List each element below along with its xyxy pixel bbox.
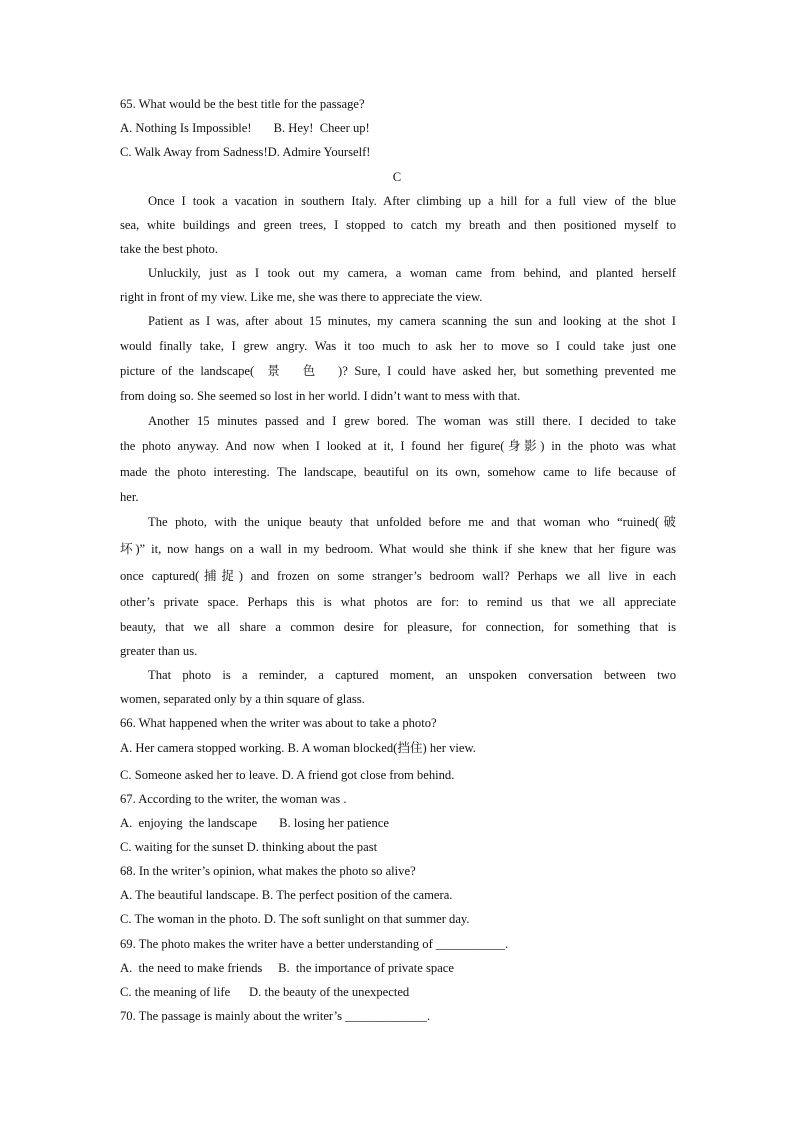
passage-line: Once I took a vacation in southern Italy. After climbing up a hill for a full view of the blue [148, 194, 676, 208]
passage-line: beauty, that we all share a common desire for pleasure, for connection, for something that is [120, 620, 676, 634]
q65-stem: 65. What would be the best title for the passage? [120, 97, 365, 111]
passage-line: picture of the landscape( 景 色 )? Sure, I could have asked her, but something prevented me [120, 364, 676, 378]
q67-stem: 67. According to the writer, the woman was . [120, 792, 347, 806]
passage-line: 坏)” it, now hangs on a wall in my bedroom. What would she think if she knew that her figure was [120, 542, 676, 556]
passage-line: made the photo interesting. The landscape, beautiful on its own, somehow came to life because of [120, 465, 676, 479]
q66-options-ab: A. Her camera stopped working. B. A woman blocked(挡住) her view. [120, 741, 476, 755]
passage-line: other’s private space. Perhaps this is what photos are for: to remind us that we all appreciate [120, 595, 676, 609]
q68-options-cd: C. The woman in the photo. D. The soft sunlight on that summer day. [120, 912, 470, 926]
q69-options-cd: C. the meaning of life D. the beauty of the unexpected [120, 985, 410, 999]
passage-line: Unluckily, just as I took out my camera, a woman came from behind, and planted herself [148, 266, 676, 280]
passage-line: That photo is a reminder, a captured moment, an unspoken conversation between two [148, 668, 676, 682]
passage-line: sea, white buildings and green trees, I stopped to catch my breath and then positioned myself to [120, 218, 676, 232]
q67-options-cd: C. waiting for the sunset D. thinking about the past [120, 840, 378, 854]
q65-options-ab: A. Nothing Is Impossible! B. Hey! Cheer up! [120, 121, 370, 135]
passage-line: would finally take, I grew angry. Was it too much to ask her to move so I could take just one [120, 339, 676, 353]
section-label: C [392, 170, 402, 184]
passage-line: once captured(捕捉) and frozen on some stranger’s bedroom wall? Perhaps we all live in each [120, 569, 676, 583]
passage-line: Another 15 minutes passed and I grew bored. The woman was still there. I decided to take [148, 414, 676, 428]
q69-options-ab: A. the need to make friends B. the importance of private space [120, 961, 454, 975]
q70-stem: 70. The passage is mainly about the writer’s _____________. [120, 1009, 431, 1023]
passage-line: her. [120, 490, 139, 504]
q68-options-ab: A. The beautiful landscape. B. The perfect position of the camera. [120, 888, 453, 902]
passage-line: Patient as I was, after about 15 minutes, my camera scanning the sun and looking at the shot I [148, 314, 676, 328]
q68-stem: 68. In the writer’s opinion, what makes the photo so alive? [120, 864, 416, 878]
passage-line: The photo, with the unique beauty that unfolded before me and that woman who “ruined(破 [148, 515, 676, 529]
q69-stem: 69. The photo makes the writer have a better understanding of ___________. [120, 937, 509, 951]
passage-line: right in front of my view. Like me, she was there to appreciate the view. [120, 290, 483, 304]
passage-line: the photo anyway. And now when I looked at it, I found her figure(身影) in the photo was what [120, 439, 676, 453]
q67-options-ab: A. enjoying the landscape B. losing her patience [120, 816, 389, 830]
passage-line: greater than us. [120, 644, 198, 658]
q66-stem: 66. What happened when the writer was about to take a photo? [120, 716, 437, 730]
q66-options-cd: C. Someone asked her to leave. D. A friend got close from behind. [120, 768, 455, 782]
q65-options-cd: C. Walk Away from Sadness!D. Admire Yourself! [120, 145, 371, 159]
passage-line: take the best photo. [120, 242, 218, 256]
passage-line: women, separated only by a thin square of glass. [120, 692, 365, 706]
passage-line: from doing so. She seemed so lost in her world. I didn’t want to mess with that. [120, 389, 521, 403]
